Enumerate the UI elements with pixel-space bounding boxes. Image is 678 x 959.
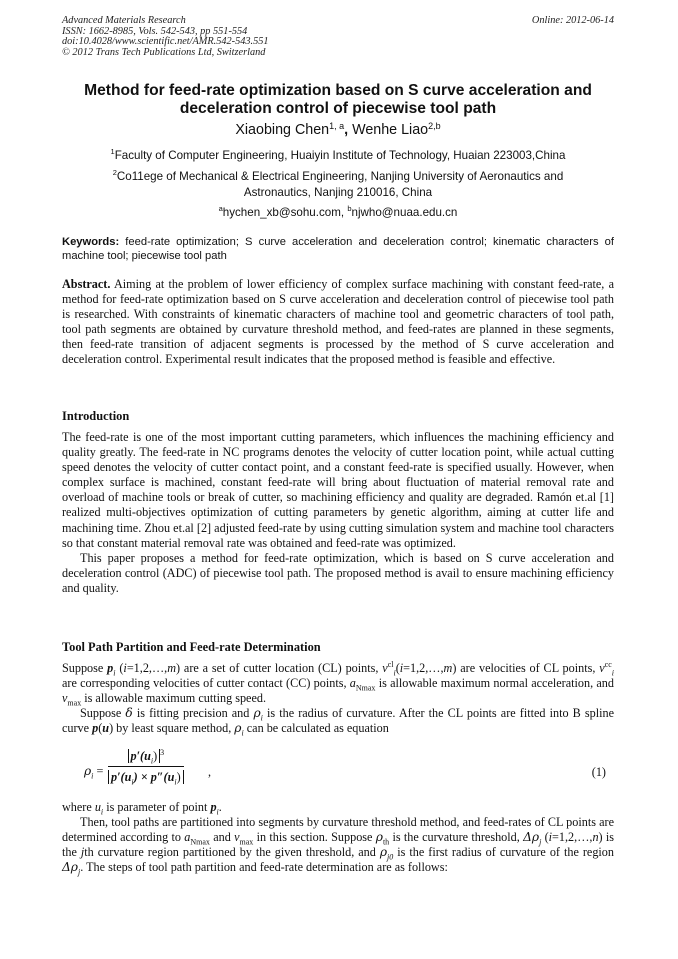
affiliation-1-text: Faculty of Computer Engineering, Huaiyin Institute of Technology, Huaian 223003,China [114,149,566,162]
section-2-body-top [62,661,614,736]
abstract-block [62,277,614,368]
s2-paragraph-2: Suppose δ is fitting precision and $\rho_i$ is the radius of curvature. After the CL points are fitted into B spline curve p(u) by least square method, $\rho_i$ can be calculated as equation [62,706,614,738]
s2-paragraph-3: Then, tool paths are partitioned into segments by curvature threshold method, and feed-rates of CL points are determined according to $a_{Nmax}$ and $v_{max}$ in this section. Suppose $\rho_{th}$ is the curvature threshold, $\Delta\rho_j$ (i=1,2,…,n) is the jth curvature region partitioned by the given threshold, and $\rho_{j0}$ is the first radius of curvature of the region $\Delta\rho_j$. The steps of tool path partition and feed-rate determination are as follows: [62,815,615,877]
keywords-label: Keywords: [62,236,120,248]
author-1-name: Xiaobing Chen [235,122,330,138]
where-clause: where $u_i$ is parameter of point $p_i$. [62,800,222,817]
author-separator: , [344,122,353,138]
affiliation-2-mark: 2 [112,168,117,177]
s2-paragraph-1: Suppose $p_i$ (i=1,2,…,m) are a set of cutter location (CL) points, $v^{cl}_i(i=1,2,\dots,m)$ are velocities of CL points, $v^{cc}_i$ are corresponding velocities of cutter contact (CC) points, $a_{Nmax}$ is allowable maximum normal acceleration, and $v_{max}$ is allowable maximum cutting speed. [62,659,614,708]
intro-paragraph-2: This paper proposes a method for feed-rate optimization, which is based on S curve acceleration and deceleration control (ADC) of piecewise tool path. The proposed method is avail to ensure machining efficiency and quality. [62,550,614,595]
equation-denominator: $p'(u_i) \times p''(u_i)$ [108,767,184,785]
equation-fraction [108,749,184,785]
equation-comma: , [208,765,212,779]
affiliation-1-mark: 1 [110,147,115,156]
email-b-mark: b [347,204,352,213]
equation-lhs: $\rho_i$ = [84,764,104,781]
affiliation-2-line-1: Co11ege of Mechanical & Electrical Engineering, Nanjing University of Aeronautics and [116,170,564,183]
equation-numerator: $p'(u_i)$ $^3$ [108,749,184,767]
affiliation-2-line-2: Astronautics, Nanjing 210016, China [243,185,433,199]
keywords-text: feed-rate optimization; S curve acceleration and deceleration control; kinematic characters of machine tool; piecewise tool path [62,236,614,263]
doi-line: doi:10.4028/www.scientific.net/AMR.542-543.551 [62,36,269,48]
author-2-name: Wenhe Liao [352,122,429,138]
abstract-text: Aiming at the problem of lower efficiency of complex surface machining with constant feed-rate, a method for feed-rate optimization based on S curve acceleration and deceleration control of piecewise tool path is researched. With constraints of kinematic characters of machine tool and geometric characters of tool path, tool path segments are obtained by curvature threshold method, and feed-rates are planned in these segments, then feed-rate transition of adjacent segments is processed by the method of S curve acceleration and deceleration control. Experimental result indicates that the proposed method is feasible and effective. [62,277,614,367]
author-list [62,121,614,139]
title-line-1: Method for feed-rate optimization based on S curve acceleration and [84,82,592,99]
section-heading-tool-path: Tool Path Partition and Feed-rate Determination [62,640,321,654]
email-a-mark: a [218,204,223,213]
section-heading-introduction: Introduction [62,409,130,423]
running-header-left [62,16,269,58]
introduction-body [62,430,614,596]
intro-paragraph-1: The feed-rate is one of the most important cutting parameters, which influences the machining efficiency and quality greatly. The feed-rate in NC programs denotes the velocity of cutter location point, while actual cutting speed denotes the velocity of cutter contact point, and a constant feed-rate is specified usually. However, when complex surface is machined, constant feed-rate will bring about fluctuation of material removal rate and overload of machine tools or break of cutter, so machining efficiency and quality are degraded. Ramón et.al [1] realized multi-objectives optimization of cutting parameters by genetic algorithm, aiming at cutter life and machining time. Zhou et.al [2] adjusted feed-rate by using cutting simulation system and machine tool characters so that constant material removal rate was obtained and feed-rate was optimized. [62,430,614,550]
author-2-affil-mark: 2,b [428,121,441,131]
issn-line: ISSN: 1662-8985, Vols. 542-543, pp 551-554 [62,25,248,37]
abstract-label: Abstract. [62,277,111,291]
equation-number: (1) [591,765,606,779]
equation-1 [62,748,614,796]
copyright-line: © 2012 Trans Tech Publications Ltd, Switzerland [62,46,266,58]
author-1-affil-mark: 1, a [329,121,345,131]
affiliation-1 [62,148,614,164]
section-2-body-bottom [62,800,614,875]
author-emails [62,205,614,221]
email-a: hychen_xb@sohu.com, [222,206,348,219]
email-b: njwho@nuaa.edu.cn [351,206,458,219]
online-date: Online: 2012-06-14 [531,15,614,26]
journal-name: Advanced Materials Research [62,15,186,26]
keywords-block [62,235,614,263]
paper-title [62,82,614,118]
title-line-2: deceleration control of piecewise tool path [179,100,497,117]
affiliation-2 [62,169,614,200]
